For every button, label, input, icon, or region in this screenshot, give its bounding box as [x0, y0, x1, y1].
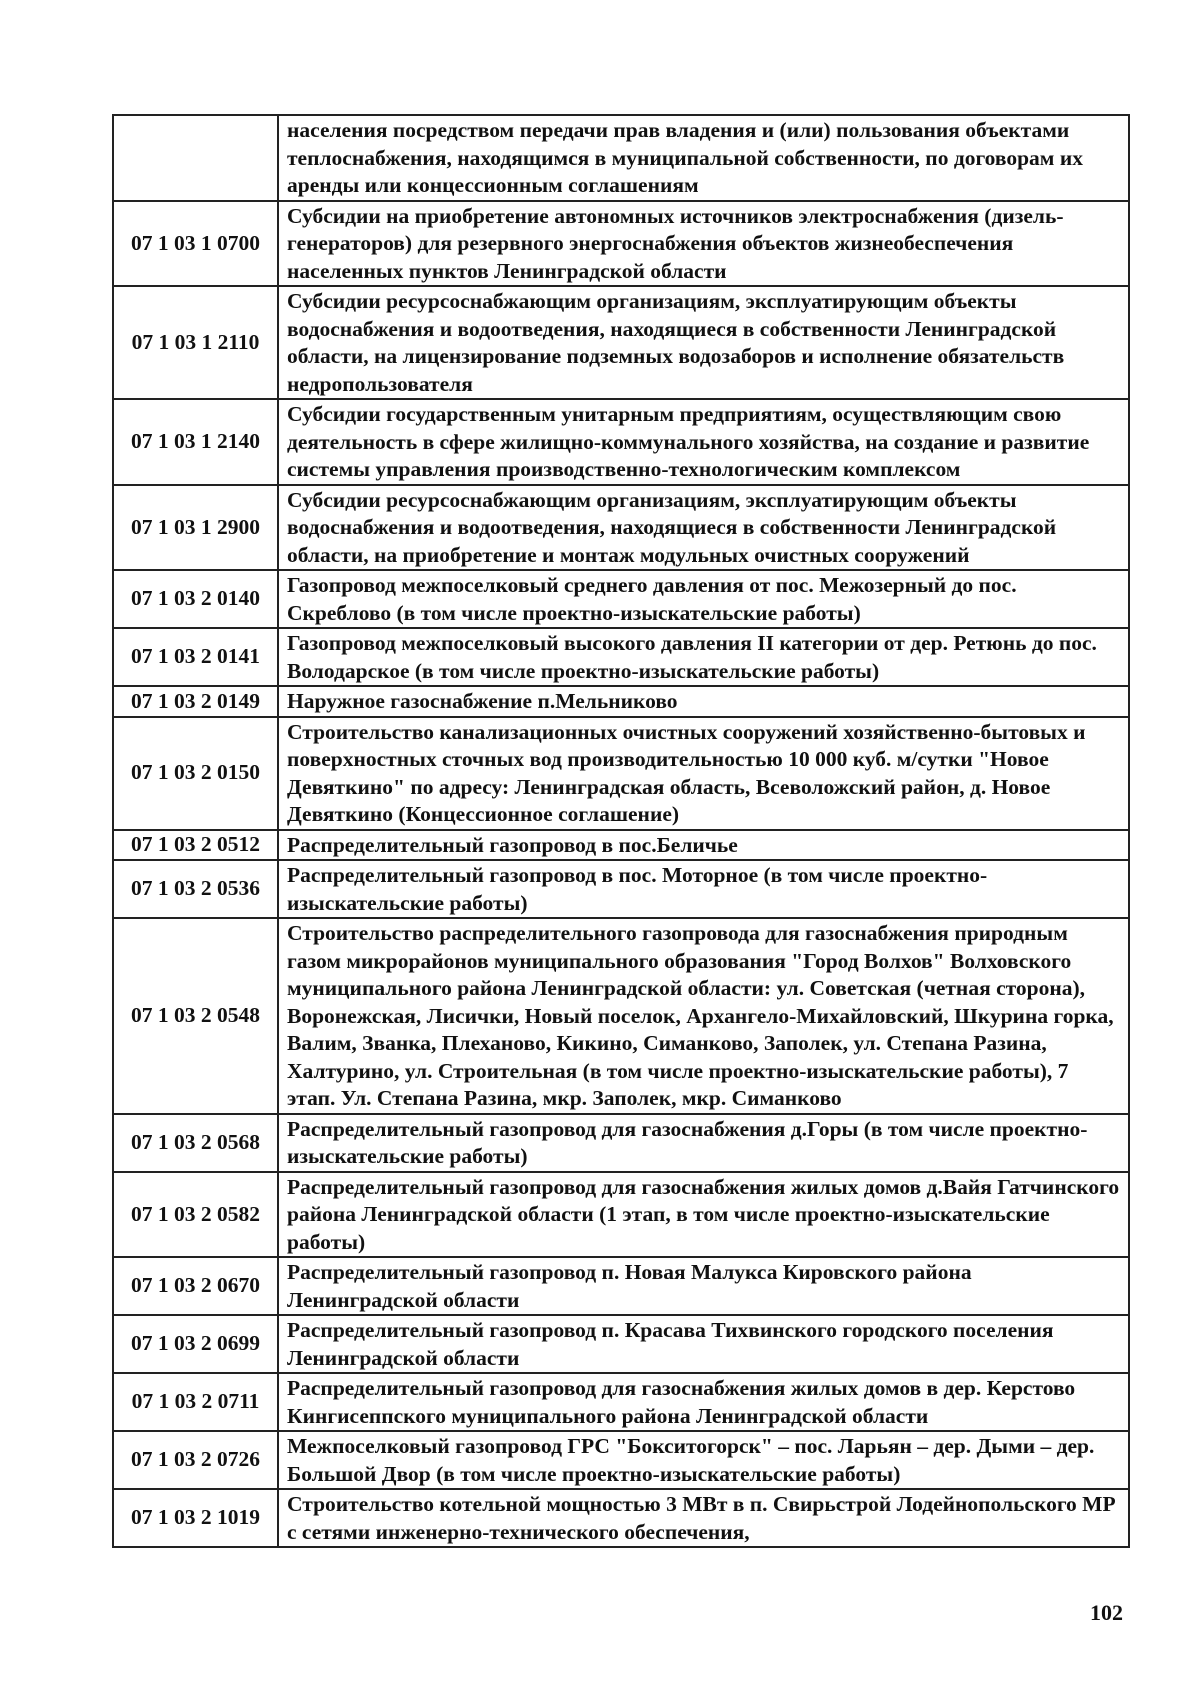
description-cell: Строительство канализационных очистных сооружений хозяйственно-бытовых и поверхностных сточных вод производительностью 10 000 куб. м/сутки "Новое Девяткино" по адресу: Ленинградская область, Всеволожский район, д. Новое Девяткино (Концессионное соглашение): [278, 717, 1129, 830]
budget-code-cell: [113, 115, 278, 201]
budget-code-cell: 07 1 03 2 0548: [113, 918, 278, 1114]
budget-code-cell: 07 1 03 2 0699: [113, 1315, 278, 1373]
table-row: [113, 1257, 1129, 1315]
description-cell: Распределительный газопровод для газоснабжения жилых домов в дер. Керстово Кингисеппского муниципального района Ленинградской области: [278, 1373, 1129, 1431]
description-cell: Распределительный газопровод для газоснабжения жилых домов д.Вайя Гатчинского района Ленинградской области (1 этап, в том числе проектно-изыскательские работы): [278, 1172, 1129, 1258]
budget-code-cell: 07 1 03 2 0149: [113, 686, 278, 717]
description-cell: Субсидии на приобретение автономных источников электроснабжения (дизель-генераторов) для резервного энергоснабжения объектов жизнеобеспечения населенных пунктов Ленинградской области: [278, 201, 1129, 287]
table-row: [113, 201, 1129, 287]
description-cell: Распределительный газопровод п. Новая Малукса Кировского района Ленинградской области: [278, 1257, 1129, 1315]
description-cell: Субсидии государственным унитарным предприятиям, осуществляющим свою деятельность в сфере жилищно-коммунального хозяйства, на создание и развитие системы управления производственно-технологическим комплексом: [278, 399, 1129, 485]
table-row: [113, 918, 1129, 1114]
table-row: [113, 570, 1129, 628]
table-row: [113, 485, 1129, 571]
budget-code-cell: 07 1 03 1 2900: [113, 485, 278, 571]
description-cell: Распределительный газопровод п. Красава Тихвинского городского поселения Ленинградской области: [278, 1315, 1129, 1373]
description-cell: Газопровод межпоселковый высокого давления II категории от дер. Ретюнь до пос. Володарское (в том числе проектно-изыскательские работы): [278, 628, 1129, 686]
budget-code-cell: 07 1 03 2 1019: [113, 1489, 278, 1547]
budget-code-cell: 07 1 03 2 0150: [113, 717, 278, 830]
description-cell: Строительство распределительного газопровода для газоснабжения природным газом микрорайонов муниципального образования "Город Волхов" Волховского муниципального района Ленинградской области: ул. Советская (четная сторона), Воронежская, Лисички, Новый поселок, Архангело-Михайловский, Шкурина горка, Валим, Званка, Плеханово, Кикино, Симанково, Заполек, ул. Степана Разина, Халтурино, ул. Строительная (в том числе проектно-изыскательские работы), 7 этап. Ул. Степана Разина, мкр. Заполек, мкр. Симанково: [278, 918, 1129, 1114]
budget-code-cell: 07 1 03 2 0141: [113, 628, 278, 686]
budget-code-cell: 07 1 03 2 0670: [113, 1257, 278, 1315]
budget-code-cell: 07 1 03 2 0140: [113, 570, 278, 628]
table-row: [113, 717, 1129, 830]
table-row: [113, 1172, 1129, 1258]
table-row: [113, 830, 1129, 861]
table-row: [113, 1114, 1129, 1172]
budget-code-cell: 07 1 03 2 0711: [113, 1373, 278, 1431]
description-cell: Распределительный газопровод для газоснабжения д.Горы (в том числе проектно-изыскательские работы): [278, 1114, 1129, 1172]
description-cell: Субсидии ресурсоснабжающим организациям, эксплуатирующим объекты водоснабжения и водоотведения, находящиеся в собственности Ленинградской области, на приобретение и монтаж модульных очистных сооружений: [278, 485, 1129, 571]
description-cell: Субсидии ресурсоснабжающим организациям, эксплуатирующим объекты водоснабжения и водоотведения, находящиеся в собственности Ленинградской области, на лицензирование подземных водозаборов и исполнение обязательств недропользователя: [278, 286, 1129, 399]
description-cell: населения посредством передачи прав владения и (или) пользования объектами теплоснабжения, находящимся в муниципальной собственности, по договорам их аренды или концессионным соглашениям: [278, 115, 1129, 201]
description-cell: Распределительный газопровод в пос. Моторное (в том числе проектно-изыскательские работы): [278, 860, 1129, 918]
table-body: [113, 115, 1129, 1547]
table-row: [113, 1431, 1129, 1489]
budget-code-cell: 07 1 03 2 0726: [113, 1431, 278, 1489]
budget-code-cell: 07 1 03 2 0536: [113, 860, 278, 918]
budget-code-cell: 07 1 03 2 0582: [113, 1172, 278, 1258]
table-row: [113, 1373, 1129, 1431]
budget-code-table: [112, 114, 1130, 1548]
budget-code-cell: 07 1 03 2 0568: [113, 1114, 278, 1172]
table-row: [113, 399, 1129, 485]
budget-code-cell: 07 1 03 1 2140: [113, 399, 278, 485]
description-cell: Наружное газоснабжение п.Мельниково: [278, 686, 1129, 717]
table-row: [113, 286, 1129, 399]
table-row: [113, 115, 1129, 201]
table-row: [113, 1315, 1129, 1373]
budget-code-cell: 07 1 03 1 2110: [113, 286, 278, 399]
description-cell: Газопровод межпоселковый среднего давления от пос. Межозерный до пос. Скреблово (в том числе проектно-изыскательские работы): [278, 570, 1129, 628]
page-number: 102: [1090, 1600, 1123, 1625]
description-cell: Распределительный газопровод в пос.Беличье: [278, 830, 1129, 861]
table-row: [113, 686, 1129, 717]
table-row: [113, 860, 1129, 918]
budget-code-cell: 07 1 03 2 0512: [113, 830, 278, 861]
table-row: [113, 1489, 1129, 1547]
description-cell: Строительство котельной мощностью 3 МВт в п. Свирьстрой Лодейнопольского МР с сетями инженерно-технического обеспечения,: [278, 1489, 1129, 1547]
budget-code-cell: 07 1 03 1 0700: [113, 201, 278, 287]
description-cell: Межпоселковый газопровод ГРС "Бокситогорск" – пос. Ларьян – дер. Дыми – дер. Большой Двор (в том числе проектно-изыскательские работы): [278, 1431, 1129, 1489]
table-row: [113, 628, 1129, 686]
